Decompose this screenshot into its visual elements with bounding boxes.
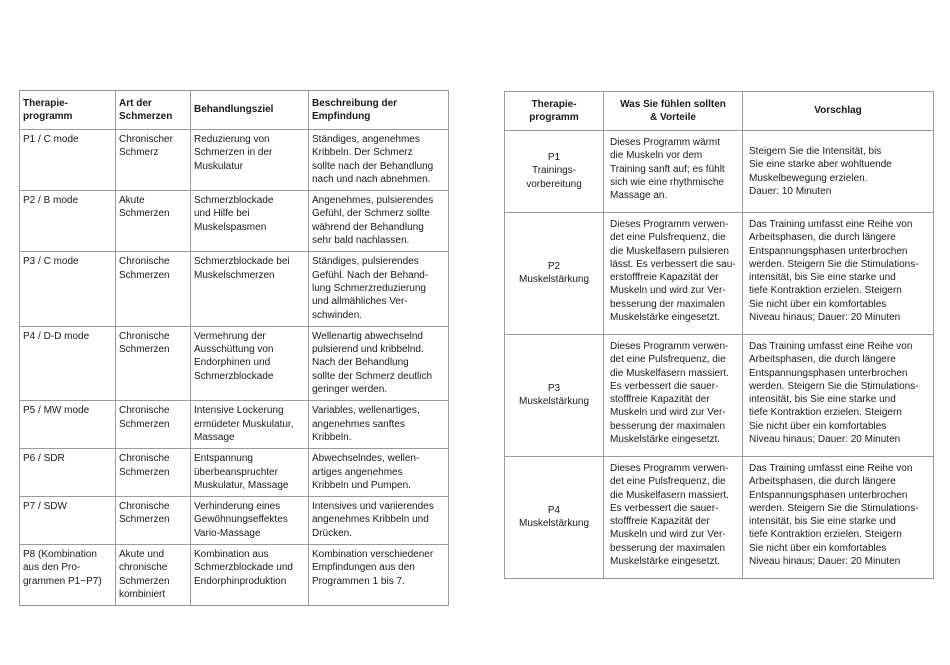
cell-goal: Verhinderung eines Gewöhnungseffektes Vario-Massage — [191, 497, 309, 545]
table-row — [505, 457, 934, 579]
cell-description: Ständiges, angenehmes Kribbeln. Der Schmerz sollte nach der Behandlung nach und nach abnehmen. — [309, 130, 449, 191]
cell-pain-type: Chronische Schmerzen — [116, 326, 191, 400]
cell-program: P3 / C mode — [20, 252, 116, 326]
header-suggestion: Vorschlag — [743, 92, 934, 131]
cell-program: P3 Muskelstärkung — [505, 335, 604, 457]
cell-description: Abwechselndes, wellen- artiges angenehmes Kribbeln und Pumpen. — [309, 449, 449, 497]
header-feel-benefits: Was Sie fühlen sollten & Vorteile — [604, 92, 743, 131]
cell-program: P4 / D-D mode — [20, 326, 116, 400]
cell-program: P4 Muskelstärkung — [505, 457, 604, 579]
header-treatment-goal: Behandlungsziel — [191, 91, 309, 130]
cell-suggestion: Das Training umfasst eine Reihe von Arbeitsphasen, die durch längere Entspannungsphasen unterbrochen werden. Steigern Sie die Stimulations- intensität, bis Sie eine starke und tiefe Kontraktion erzielen. Steigern Sie nicht über ein komfortables Niveau hinaus; Dauer: 20 Minuten — [743, 213, 934, 335]
header-pain-type: Art der Schmerzen — [116, 91, 191, 130]
cell-pain-type: Chronische Schmerzen — [116, 497, 191, 545]
table-header-row — [505, 92, 934, 131]
cell-suggestion: Steigern Sie die Intensität, bis Sie eine starke aber wohltuende Muskelbewegung erzielen. Dauer: 10 Minuten — [743, 131, 934, 213]
header-sensation-description: Beschreibung der Empfindung — [309, 91, 449, 130]
table-row — [20, 130, 449, 191]
cell-program: P1 / C mode — [20, 130, 116, 191]
table-row — [20, 326, 449, 400]
cell-description: Intensives und variierendes angenehmes Kribbeln und Drücken. — [309, 497, 449, 545]
cell-feel-benefits: Dieses Programm verwen- det eine Pulsfrequenz, die die Muskelfasern pulsieren lässt. Es verbessert die sau- erstofffreie Kapazität der Muskeln und wird zur Ver- besserung der maximalen Muskelstärke eingesetzt. — [604, 213, 743, 335]
cell-goal: Intensive Lockerung ermüdeter Muskulatur, Massage — [191, 401, 309, 449]
cell-goal: Reduzierung von Schmerzen in der Muskulatur — [191, 130, 309, 191]
therapy-pain-table — [19, 90, 449, 606]
table-row — [20, 545, 449, 606]
cell-program: P6 / SDR — [20, 449, 116, 497]
cell-pain-type: Chronische Schmerzen — [116, 401, 191, 449]
cell-feel-benefits: Dieses Programm verwen- det eine Pulsfrequenz, die die Muskelfasern massiert. Es verbessert die sauer- stofffreie Kapazität der Muskeln und wird zur Ver- besserung der maximalen Muskelstärke eingesetzt. — [604, 457, 743, 579]
cell-description: Variables, wellenartiges, angenehmes sanftes Kribbeln. — [309, 401, 449, 449]
table-row — [20, 449, 449, 497]
table-row — [20, 252, 449, 326]
cell-program: P5 / MW mode — [20, 401, 116, 449]
header-therapy-program: Therapie- programm — [505, 92, 604, 131]
table-row — [20, 401, 449, 449]
cell-description: Angenehmes, pulsierendes Gefühl, der Schmerz sollte während der Behandlung sehr bald nachlassen. — [309, 191, 449, 252]
cell-pain-type: Chronische Schmerzen — [116, 449, 191, 497]
training-program-table — [504, 91, 934, 579]
cell-goal: Schmerzblockade bei Muskelschmerzen — [191, 252, 309, 326]
cell-goal: Entspannung überbeanspruchter Muskulatur, Massage — [191, 449, 309, 497]
header-therapy-program: Therapie- programm — [20, 91, 116, 130]
table-row — [505, 335, 934, 457]
cell-description: Kombination verschiedener Empfindungen aus den Programmen 1 bis 7. — [309, 545, 449, 606]
table-row — [505, 131, 934, 213]
cell-goal: Vermehrung der Ausschüttung von Endorphinen und Schmerzblockade — [191, 326, 309, 400]
table-row — [20, 497, 449, 545]
cell-goal: Kombination aus Schmerzblockade und Endorphinproduktion — [191, 545, 309, 606]
cell-feel-benefits: Dieses Programm verwen- det eine Pulsfrequenz, die die Muskelfasern massiert. Es verbessert die sauer- stofffreie Kapazität der Muskeln und wird zur Ver- besserung der maximalen Muskelstärke eingesetzt. — [604, 335, 743, 457]
cell-suggestion: Das Training umfasst eine Reihe von Arbeitsphasen, die durch längere Entspannungsphasen unterbrochen werden. Steigern Sie die Stimulations- intensität, bis Sie eine starke und tiefe Kontraktion erzielen. Steigern Sie nicht über ein komfortables Niveau hinaus; Dauer: 20 Minuten — [743, 457, 934, 579]
cell-goal: Schmerzblockade und Hilfe bei Muskelspasmen — [191, 191, 309, 252]
table-row — [20, 191, 449, 252]
cell-description: Ständiges, pulsierendes Gefühl. Nach der Behand- lung Schmerzreduzierung und allmähliches Ver- schwinden. — [309, 252, 449, 326]
cell-pain-type: Chronischer Schmerz — [116, 130, 191, 191]
table-row — [505, 213, 934, 335]
cell-description: Wellenartig abwechselnd pulsierend und kribbelnd. Nach der Behandlung sollte der Schmerz deutlich geringer werden. — [309, 326, 449, 400]
cell-pain-type: Akute und chronische Schmerzen kombiniert — [116, 545, 191, 606]
cell-program: P1 Trainings- vorbereitung — [505, 131, 604, 213]
cell-feel-benefits: Dieses Programm wärmt die Muskeln vor dem Training sanft auf; es fühlt sich wie eine rhythmische Massage an. — [604, 131, 743, 213]
cell-suggestion: Das Training umfasst eine Reihe von Arbeitsphasen, die durch längere Entspannungsphasen unterbrochen werden. Steigern Sie die Stimulations- intensität, bis Sie eine starke und tiefe Kontraktion erzielen. Steigern Sie nicht über ein komfortables Niveau hinaus; Dauer: 20 Minuten — [743, 335, 934, 457]
table-header-row — [20, 91, 449, 130]
cell-program: P2 Muskelstärkung — [505, 213, 604, 335]
cell-pain-type: Akute Schmerzen — [116, 191, 191, 252]
cell-program: P8 (Kombination aus den Pro- grammen P1~P7) — [20, 545, 116, 606]
cell-pain-type: Chronische Schmerzen — [116, 252, 191, 326]
cell-program: P7 / SDW — [20, 497, 116, 545]
cell-program: P2 / B mode — [20, 191, 116, 252]
